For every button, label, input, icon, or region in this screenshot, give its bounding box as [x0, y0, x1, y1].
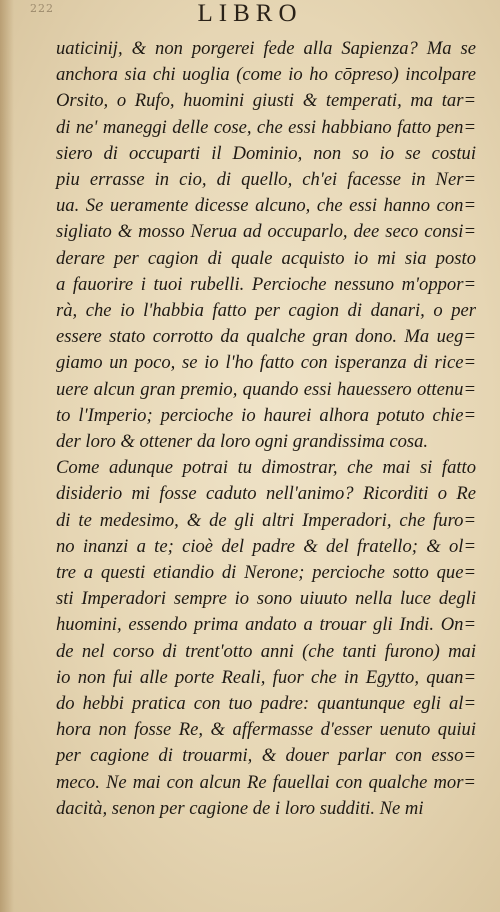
text-line: sti Imperadori sempre io sono uiuuto nella luce degli	[56, 588, 476, 610]
text-line: essere stato corrotto da qualche gran dono. Ma ueg=	[56, 326, 476, 348]
text-line: Come adunque potrai tu dimostrar, che mai si fatto	[56, 457, 476, 479]
text-line: rà, che io l'habbia fatto per cagion di danari, o per	[56, 300, 476, 322]
text-line: io non fui alle porte Reali, fuor che in Egytto, quan=	[56, 666, 476, 688]
text-line: sigliato & mosso Nerua ad occuparlo, dee seco consi=	[56, 221, 476, 243]
text-line: dacità, senon per cagione de i loro sudditi. Ne mi	[56, 797, 424, 819]
text-line: piu errasse in cio, di quello, ch'ei facesse in Ner=	[56, 169, 476, 191]
text-line: de nel corso di trent'otto anni (che tanti furono) mai	[56, 640, 476, 662]
text-line: a fauorire i tuoi rubelli. Percioche nessuno m'oppor=	[56, 273, 476, 295]
text-line: anchora sia chi uoglia (come io ho cōpreso) incolpare	[56, 64, 476, 86]
text-line: uere alcun gran premio, quando essi hauessero ottenu=	[56, 378, 476, 400]
running-head: LIBRO	[197, 0, 303, 27]
text-line: do hebbi pratica con tuo padre: quantunque egli al=	[56, 693, 476, 715]
page-binding-shadow	[0, 0, 14, 912]
text-line: hora non fosse Re, & affermasse d'esser uenuto quiui	[56, 719, 476, 741]
text-line: derare per cagion di quale acquisto io mi sia posto	[56, 247, 476, 269]
page-number: 222	[30, 2, 54, 15]
text-line: disiderio mi fosse caduto nell'animo? Ricorditi o Re	[56, 483, 476, 505]
text-line: Orsito, o Rufo, huomini giusti & temperati, ma tar=	[56, 90, 476, 112]
text-line: di te medesimo, & de gli altri Imperadori, che furo=	[56, 509, 476, 531]
text-line: huomini, essendo prima andato a trouar gli Indi. On=	[56, 614, 476, 636]
text-line: no inanzi a te; cioè del padre & del fratello; & ol=	[56, 535, 476, 557]
text-line: giamo un poco, se io l'ho fatto con isperanza di rice=	[56, 352, 476, 374]
text-line: per cagione di trouarmi, & douer parlar con esso=	[56, 745, 476, 767]
body-text	[56, 36, 476, 822]
text-line: der loro & ottener da loro ogni grandissima cosa.	[56, 431, 429, 453]
text-line: siero di occuparti il Dominio, non so io se costui	[56, 142, 476, 164]
text-line: ua. Se ueramente dicesse alcuno, che essi hanno con=	[56, 195, 476, 217]
text-line: uaticinij, & non porgerei fede alla Sapienza? Ma se	[56, 38, 476, 59]
text-line: di ne' maneggi delle cose, che essi habbiano fatto pen=	[56, 116, 476, 138]
text-line: tre a questi etiandio di Nerone; percioche sotto que=	[56, 562, 476, 584]
text-line: meco. Ne mai con alcun Re fauellai con qualche mor=	[56, 771, 476, 793]
text-line: to l'Imperio; percioche io haurei alhora potuto chie=	[56, 404, 476, 426]
